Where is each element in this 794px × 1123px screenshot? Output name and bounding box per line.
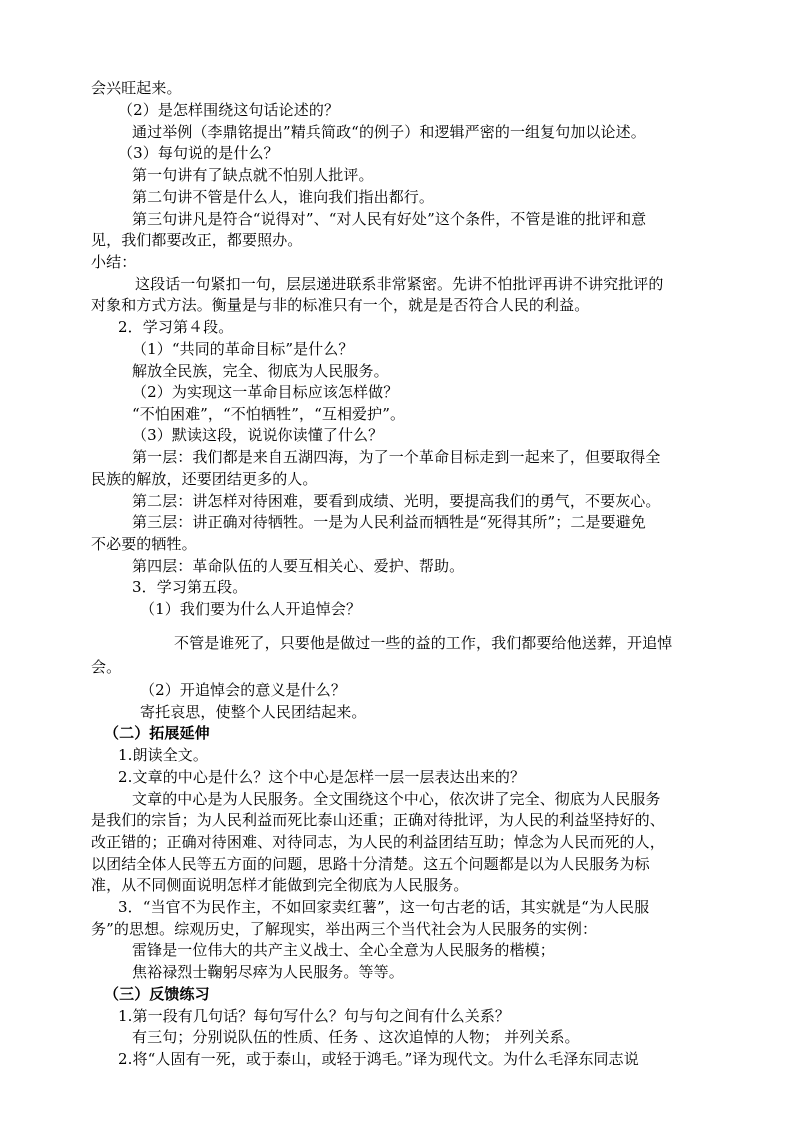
- list-item: 1.朗读全文。: [118, 746, 209, 764]
- text-line: 第三层：讲正确对待牺牲。一是为人民利益而牺牲是“死得其所”；二是要避免: [132, 513, 646, 531]
- text-line: 解放全民族，完全、彻底为人民服务。: [132, 362, 389, 380]
- text-line: 务”的思想。综观历史，了解现实，举出两三个当代社会为人民服务的实例：: [91, 920, 598, 938]
- text-line: 有三句；分别说队伍的性质、任务 、这次追悼的人物； 并列关系。: [132, 1028, 580, 1046]
- question-1: （1）“共同的革命目标”是什么？: [132, 340, 354, 358]
- text-line: 这段话一句紧扣一句，层层递进联系非常紧密。先讲不怕批评再讲不讲究批评的: [135, 275, 664, 293]
- text-line: 不管是谁死了，只要他是做过一些的益的工作，我们都要给他送葬，开追悼: [174, 634, 673, 652]
- text-line: 第二句讲不管是什么人，谁向我们指出都行。: [132, 188, 435, 206]
- text-line: “不怕困难”，“不怕牺牲”，“互相爱护”。: [132, 405, 406, 423]
- text-line: 第二层：讲怎样对待困难，要看到成绩、光明，要提高我们的勇气，不要灰心。: [132, 492, 661, 510]
- text-line: 以团结全体人民等五方面的问题，思路十分清楚。这五个问题都是以为人民服务为标: [91, 855, 650, 873]
- list-item: 3．“当官不为民作主，不如回家卖红薯”，这一句古老的话，其实就是“为人民服: [118, 898, 650, 916]
- text-line: 会兴旺起来。: [91, 79, 182, 97]
- section-heading: 3．学习第五段。: [132, 578, 248, 596]
- text-line: 第一层：我们都是来自五湖四海，为了一个革命目标走到一起来了，但要取得全: [132, 448, 661, 466]
- text-line: 民族的解放，还要团结更多的人。: [91, 470, 318, 488]
- text-line: 第一句讲有了缺点就不怕别人批评。: [132, 166, 374, 184]
- text-line: 对象和方式方法。衡量是与非的标准只有一个，就是是否符合人民的利益。: [91, 296, 590, 314]
- text-line: 文章的中心是为人民服务。全文围绕这个中心，依次讲了完全、彻底为人民服务: [132, 790, 661, 808]
- text-line: 见，我们都要改正，都要照办。: [91, 231, 303, 249]
- question-2: （2）为实现这一革命目标应该怎样做？: [132, 383, 399, 401]
- text-line: 第四层：革命队伍的人要互相关心、爱护、帮助。: [132, 557, 465, 575]
- summary-heading: 小结：: [91, 253, 137, 271]
- section-heading-extension: （二）拓展延伸: [104, 724, 210, 742]
- question-3: （3）默读这段，说说你读懂了什么？: [132, 426, 384, 444]
- question-3: （3）每句说的是什么？: [118, 144, 279, 162]
- list-item: 2.将“人固有一死，或于泰山，或轻于鸿毛。”译为现代文。为什么毛泽东同志说: [118, 1050, 639, 1068]
- list-item: 1.第一段有几句话？每句写什么？句与句之间有什么关系？: [118, 1007, 511, 1025]
- text-line: 会。: [91, 658, 122, 676]
- text-line: 不必要的牺牲。: [91, 535, 197, 553]
- text-line: 改正错的；正确对待困难、对待同志，为人民的利益团结互助；悼念为人民而死的人，: [91, 833, 665, 851]
- list-item: 2.文章的中心是什么？这个中心是怎样一层一层表达出来的？: [118, 768, 526, 786]
- question-1: （1）我们要为什么人开追悼会？: [140, 600, 362, 618]
- text-line: 第三句讲凡是符合“说得对”、“对人民有好处”这个条件，不管是谁的批评和意: [132, 210, 647, 228]
- text-line: 是我们的宗旨；为人民利益而死比泰山还重；正确对待批评，为人民的利益坚持好的、: [91, 811, 665, 829]
- question-2: （2）开追悼会的意义是什么？: [140, 681, 346, 699]
- question-2: （2）是怎样围绕这句话论述的？: [118, 101, 340, 119]
- text-line: 寄托哀思，使整个人民团结起来。: [140, 703, 367, 721]
- text-line: 准，从不同侧面说明怎样才能做到完全彻底为人民服务。: [91, 876, 469, 894]
- text-line: 焦裕禄烈士鞠躬尽瘁为人民服务。等等。: [132, 963, 404, 981]
- section-heading-practice: （三）反馈练习: [104, 985, 210, 1003]
- text-line: 雷锋是一位伟大的共产主义战士、全心全意为人民服务的楷模；: [132, 941, 555, 959]
- section-heading: 2．学习第４段。: [118, 318, 234, 336]
- text-line: 通过举例（李鼎铭提出”精兵简政“的例子）和逻辑严密的一组复句加以论述。: [132, 123, 646, 141]
